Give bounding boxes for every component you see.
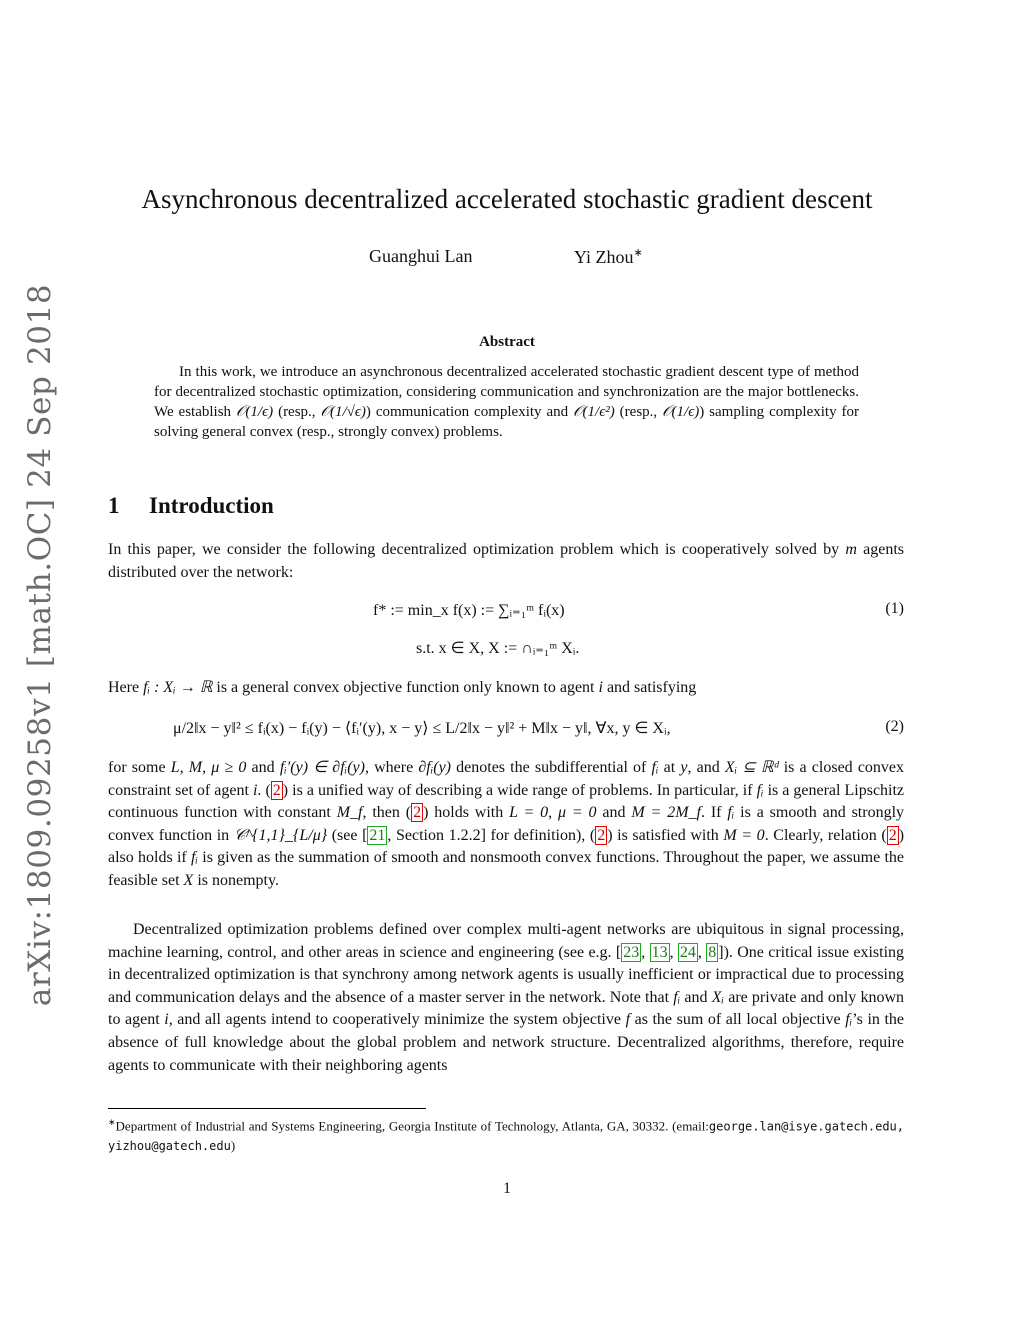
abstract-heading: Abstract bbox=[479, 334, 535, 350]
equation-1 bbox=[108, 600, 904, 660]
paragraph: Here fᵢ : Xᵢ → ℝ is a general convex objective function only known to agent i and satisfying bbox=[108, 679, 697, 696]
footnote: ∗Department of Industrial and Systems Engineering, Georgia Institute of Technology, Atlanta, GA, 30332. (email:george.lan@isye.gatech.edu, yizhou@gatech.edu) bbox=[108, 1117, 904, 1154]
page-number: 1 bbox=[503, 1180, 511, 1197]
citation-link[interactable]: 23 bbox=[623, 943, 640, 961]
citation-link[interactable]: 24 bbox=[679, 943, 696, 961]
footnote-divider bbox=[108, 1108, 426, 1109]
equation-ref-link[interactable]: 2 bbox=[413, 804, 422, 822]
author-list bbox=[0, 246, 1014, 272]
citation-link[interactable]: 8 bbox=[708, 943, 717, 961]
equation-line: s.t. x ∈ X, X := ∩ᵢ₌₁ᵐ Xᵢ. bbox=[416, 640, 580, 657]
footnote-emails[interactable]: george.lan@isye.gatech.edu, yizhou@gatech.edu bbox=[108, 1119, 904, 1154]
paragraph: Decentralized optimization problems defined over complex multi-agent networks are ubiquitous in signal processing, machine learning, control, and other areas in science and engineering (see e.g. [ 23 , 13 , 24 , 8 ]). One critical issue existing in decentralized optimization is that synchrony among network agents is usually inefficient or impractical due to processing and communication delays and the absence of a master server in the network. Note that fᵢ and Xᵢ are private and only known to agent i, and all agents intend to cooperatively minimize the system objective f as the sum of all local objective fᵢ’s in the absence of full knowledge about the global problem and network structure. Decentralized algorithms, therefore, require agents to communicate with their neighboring agents bbox=[108, 921, 905, 1074]
author-name: Guanghui Lan bbox=[369, 246, 473, 266]
abstract-text: In this work, we introduce an asynchronous decentralized accelerated stochastic gradient descent type of method for decentralized stochastic optimization, considering communication and synchronization are the major bottlenecks. We establish 𝒪(1/ϵ) (resp., 𝒪(1/√ϵ)) communication complexity and 𝒪(1/ϵ²) (resp., 𝒪(1/ϵ)) sampling complexity for solving general convex (resp., strongly convex) problems. bbox=[154, 364, 860, 440]
equation-ref-link[interactable]: 2 bbox=[597, 826, 606, 844]
arxiv-sidebar bbox=[18, 283, 62, 1007]
paper-title: Asynchronous decentralized accelerated stochastic gradient descent bbox=[141, 184, 873, 214]
equation-line: μ/2‖x − y‖² ≤ fᵢ(x) − fᵢ(y) − ⟨fᵢ′(y), x − y⟩ ≤ L/2‖x − y‖² + M‖x − y‖, ∀x, y ∈ Xᵢ, bbox=[173, 720, 671, 737]
equation-line: f* := min_x f(x) := ∑ᵢ₌₁ᵐ fᵢ(x) bbox=[373, 602, 565, 619]
equation-ref-link[interactable]: 2 bbox=[888, 826, 897, 844]
citation-link[interactable]: 21 bbox=[369, 826, 386, 844]
section-heading: 1 Introduction bbox=[108, 493, 274, 518]
equation-2 bbox=[108, 714, 904, 744]
equation-number: (2) bbox=[885, 718, 904, 735]
paragraph: In this paper, we consider the following decentralized optimization problem which is cooperatively solved by m agents distributed over the network: bbox=[108, 541, 905, 581]
footnote-mark: ∗ bbox=[633, 247, 643, 259]
citation-link[interactable]: 13 bbox=[651, 943, 668, 961]
footnote-mark: ∗ bbox=[108, 1117, 116, 1127]
author-name: Yi Zhou∗ bbox=[574, 247, 643, 267]
equation-number: (1) bbox=[885, 600, 904, 617]
arxiv-identifier: arXiv:1809.09258v1 [math.OC] 24 Sep 2018 bbox=[22, 283, 58, 1007]
equation-ref-link[interactable]: 2 bbox=[272, 781, 281, 799]
paragraph: for some L, M, μ ≥ 0 and fᵢ′(y) ∈ ∂fᵢ(y), where ∂fᵢ(y) denotes the subdifferential of fᵢ at y, and Xᵢ ⊆ ℝᵈ is a closed convex constraint set of agent i. ( 2 ) is a unified way of describing a wide range of problems. In particular, if fᵢ is a general Lipschitz continuous function with constant M_f, then ( 2 ) holds with L = 0, μ = 0 and M = 2M_f. If fᵢ is a smooth and strongly convex function in 𝒞^{1,1}_{L/μ} (see [ 21 , Section 1.2.2] for definition), ( 2 ) is satisfied with M = 0. Clearly, relation ( 2 ) also holds if fᵢ is given as the summation of smooth and nonsmooth convex functions. Throughout the paper, we assume the feasible set X is nonempty. bbox=[108, 759, 905, 889]
